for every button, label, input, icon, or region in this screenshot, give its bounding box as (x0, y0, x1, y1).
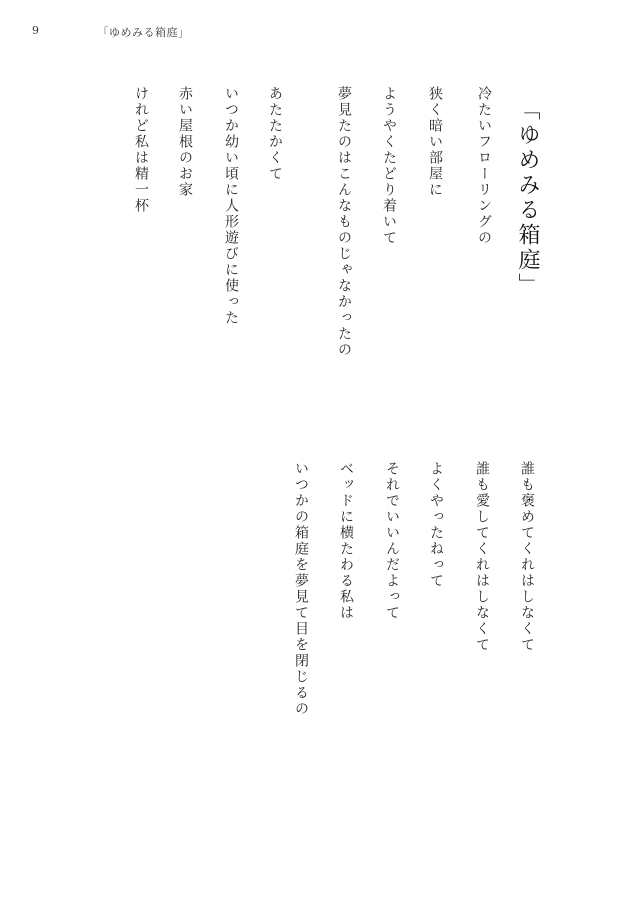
poem-line: 誰も褒めてくれはしなくて (519, 461, 535, 653)
poem-line: 誰も愛してくれはしなくて (474, 461, 490, 653)
poem-line: 赤い屋根のお家 (177, 86, 193, 198)
poem-line: いつかの箱庭を夢見て目を閉じるの (293, 461, 309, 717)
poem-title: 「ゆめみる箱庭」 (515, 98, 540, 298)
running-title: 「ゆめみる箱庭」 (97, 26, 190, 39)
poem-line: 冷たいフローリングの (476, 86, 492, 246)
poem-line: よくやったねって (428, 461, 444, 589)
page-number: 9 (32, 24, 40, 37)
poem-line: 夢見たのはこんなものじゃなかったの (336, 86, 352, 358)
poem-line: 狭く暗い部屋に (427, 86, 443, 198)
poem-line: けれど私は精一杯 (133, 86, 149, 214)
poem-line: いつか幼い頃に人形遊びに使った (223, 86, 239, 326)
poem-line: ベッドに横たわる私は (338, 461, 354, 621)
running-header (32, 24, 190, 40)
poem-line: ようやくたどり着いて (381, 86, 397, 246)
poem-line: あたたかくて (267, 86, 283, 182)
poem-line: それでいいんだよって (384, 461, 400, 621)
